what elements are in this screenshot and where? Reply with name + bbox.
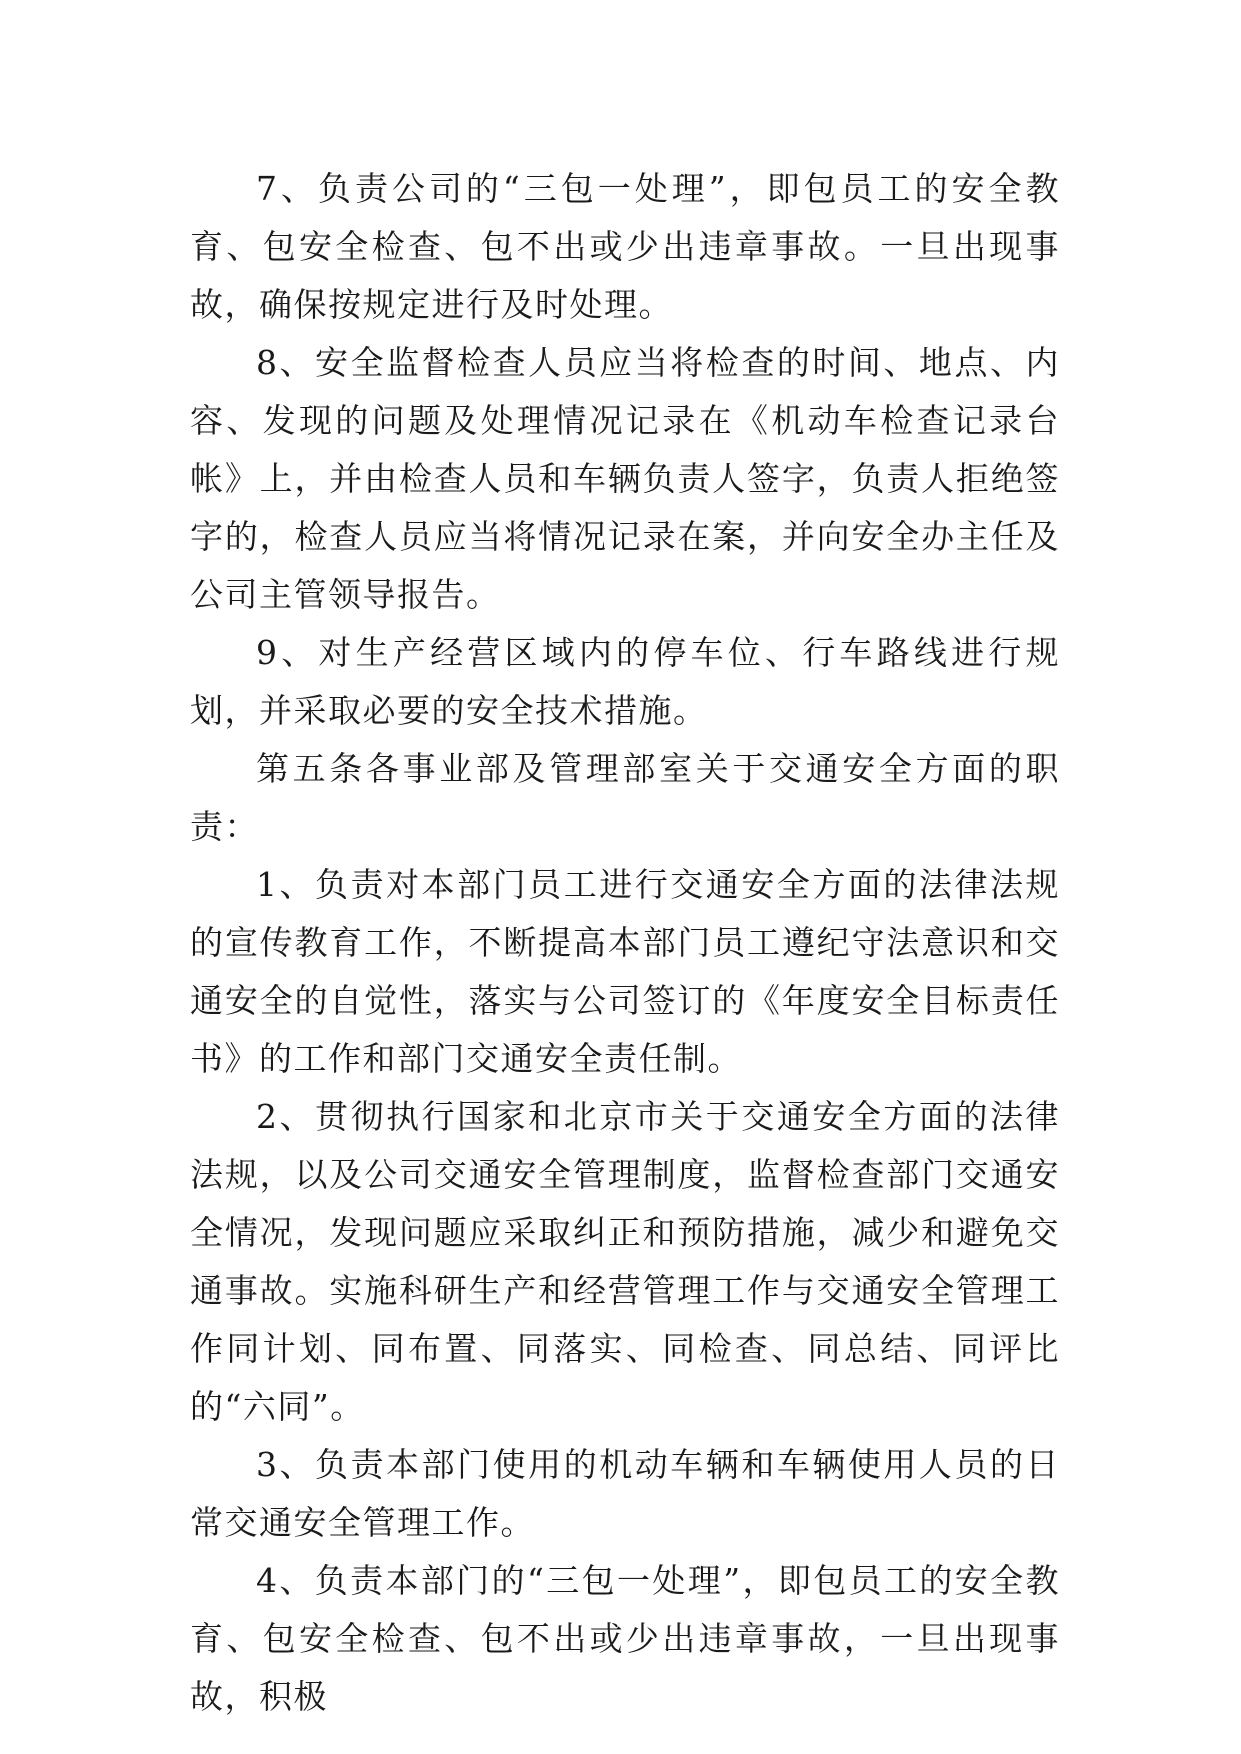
- paragraph-duty-4: 4、负责本部门的“三包一处理”，即包员工的安全教育、包安全检查、包不出或少出违章事故，一旦出现事故，积极: [190, 1561, 1060, 1716]
- paragraph-duty-2: 2、贯彻执行国家和北京市关于交通安全方面的法律法规，以及公司交通安全管理制度，监督检查部门交通安全情况，发现问题应采取纠正和预防措施，减少和避免交通事故。实施科研生产和经营管理工作与交通安全管理工作同计划、同布置、同落实、同检查、同总结、同评比的“六同”。: [190, 1097, 1060, 1426]
- paragraph-duty-1: 1、负责对本部门员工进行交通安全方面的法律法规的宣传教育工作，不断提高本部门员工遵纪守法意识和交通安全的自觉性，落实与公司签订的《年度安全目标责任书》的工作和部门交通安全责任制。: [190, 865, 1060, 1078]
- article-heading: 第五条各事业部及管理部室关于交通安全方面的职责：: [190, 749, 1060, 846]
- paragraph-duty-3: 3、负责本部门使用的机动车辆和车辆使用人员的日常交通安全管理工作。: [190, 1445, 1060, 1542]
- paragraph-item-9: 9、对生产经营区域内的停车位、行车路线进行规划，并采取必要的安全技术措施。: [190, 633, 1060, 730]
- document-body: [190, 160, 1060, 1726]
- paragraph-item-7: 7、负责公司的“三包一处理”，即包员工的安全教育、包安全检查、包不出或少出违章事故。一旦出现事故，确保按规定进行及时处理。: [190, 169, 1060, 324]
- paragraph-item-8: 8、安全监督检查人员应当将检查的时间、地点、内容、发现的问题及处理情况记录在《机动车检查记录台帐》上，并由检查人员和车辆负责人签字，负责人拒绝签字的，检查人员应当将情况记录在案，并向安全办主任及公司主管领导报告。: [190, 343, 1060, 614]
